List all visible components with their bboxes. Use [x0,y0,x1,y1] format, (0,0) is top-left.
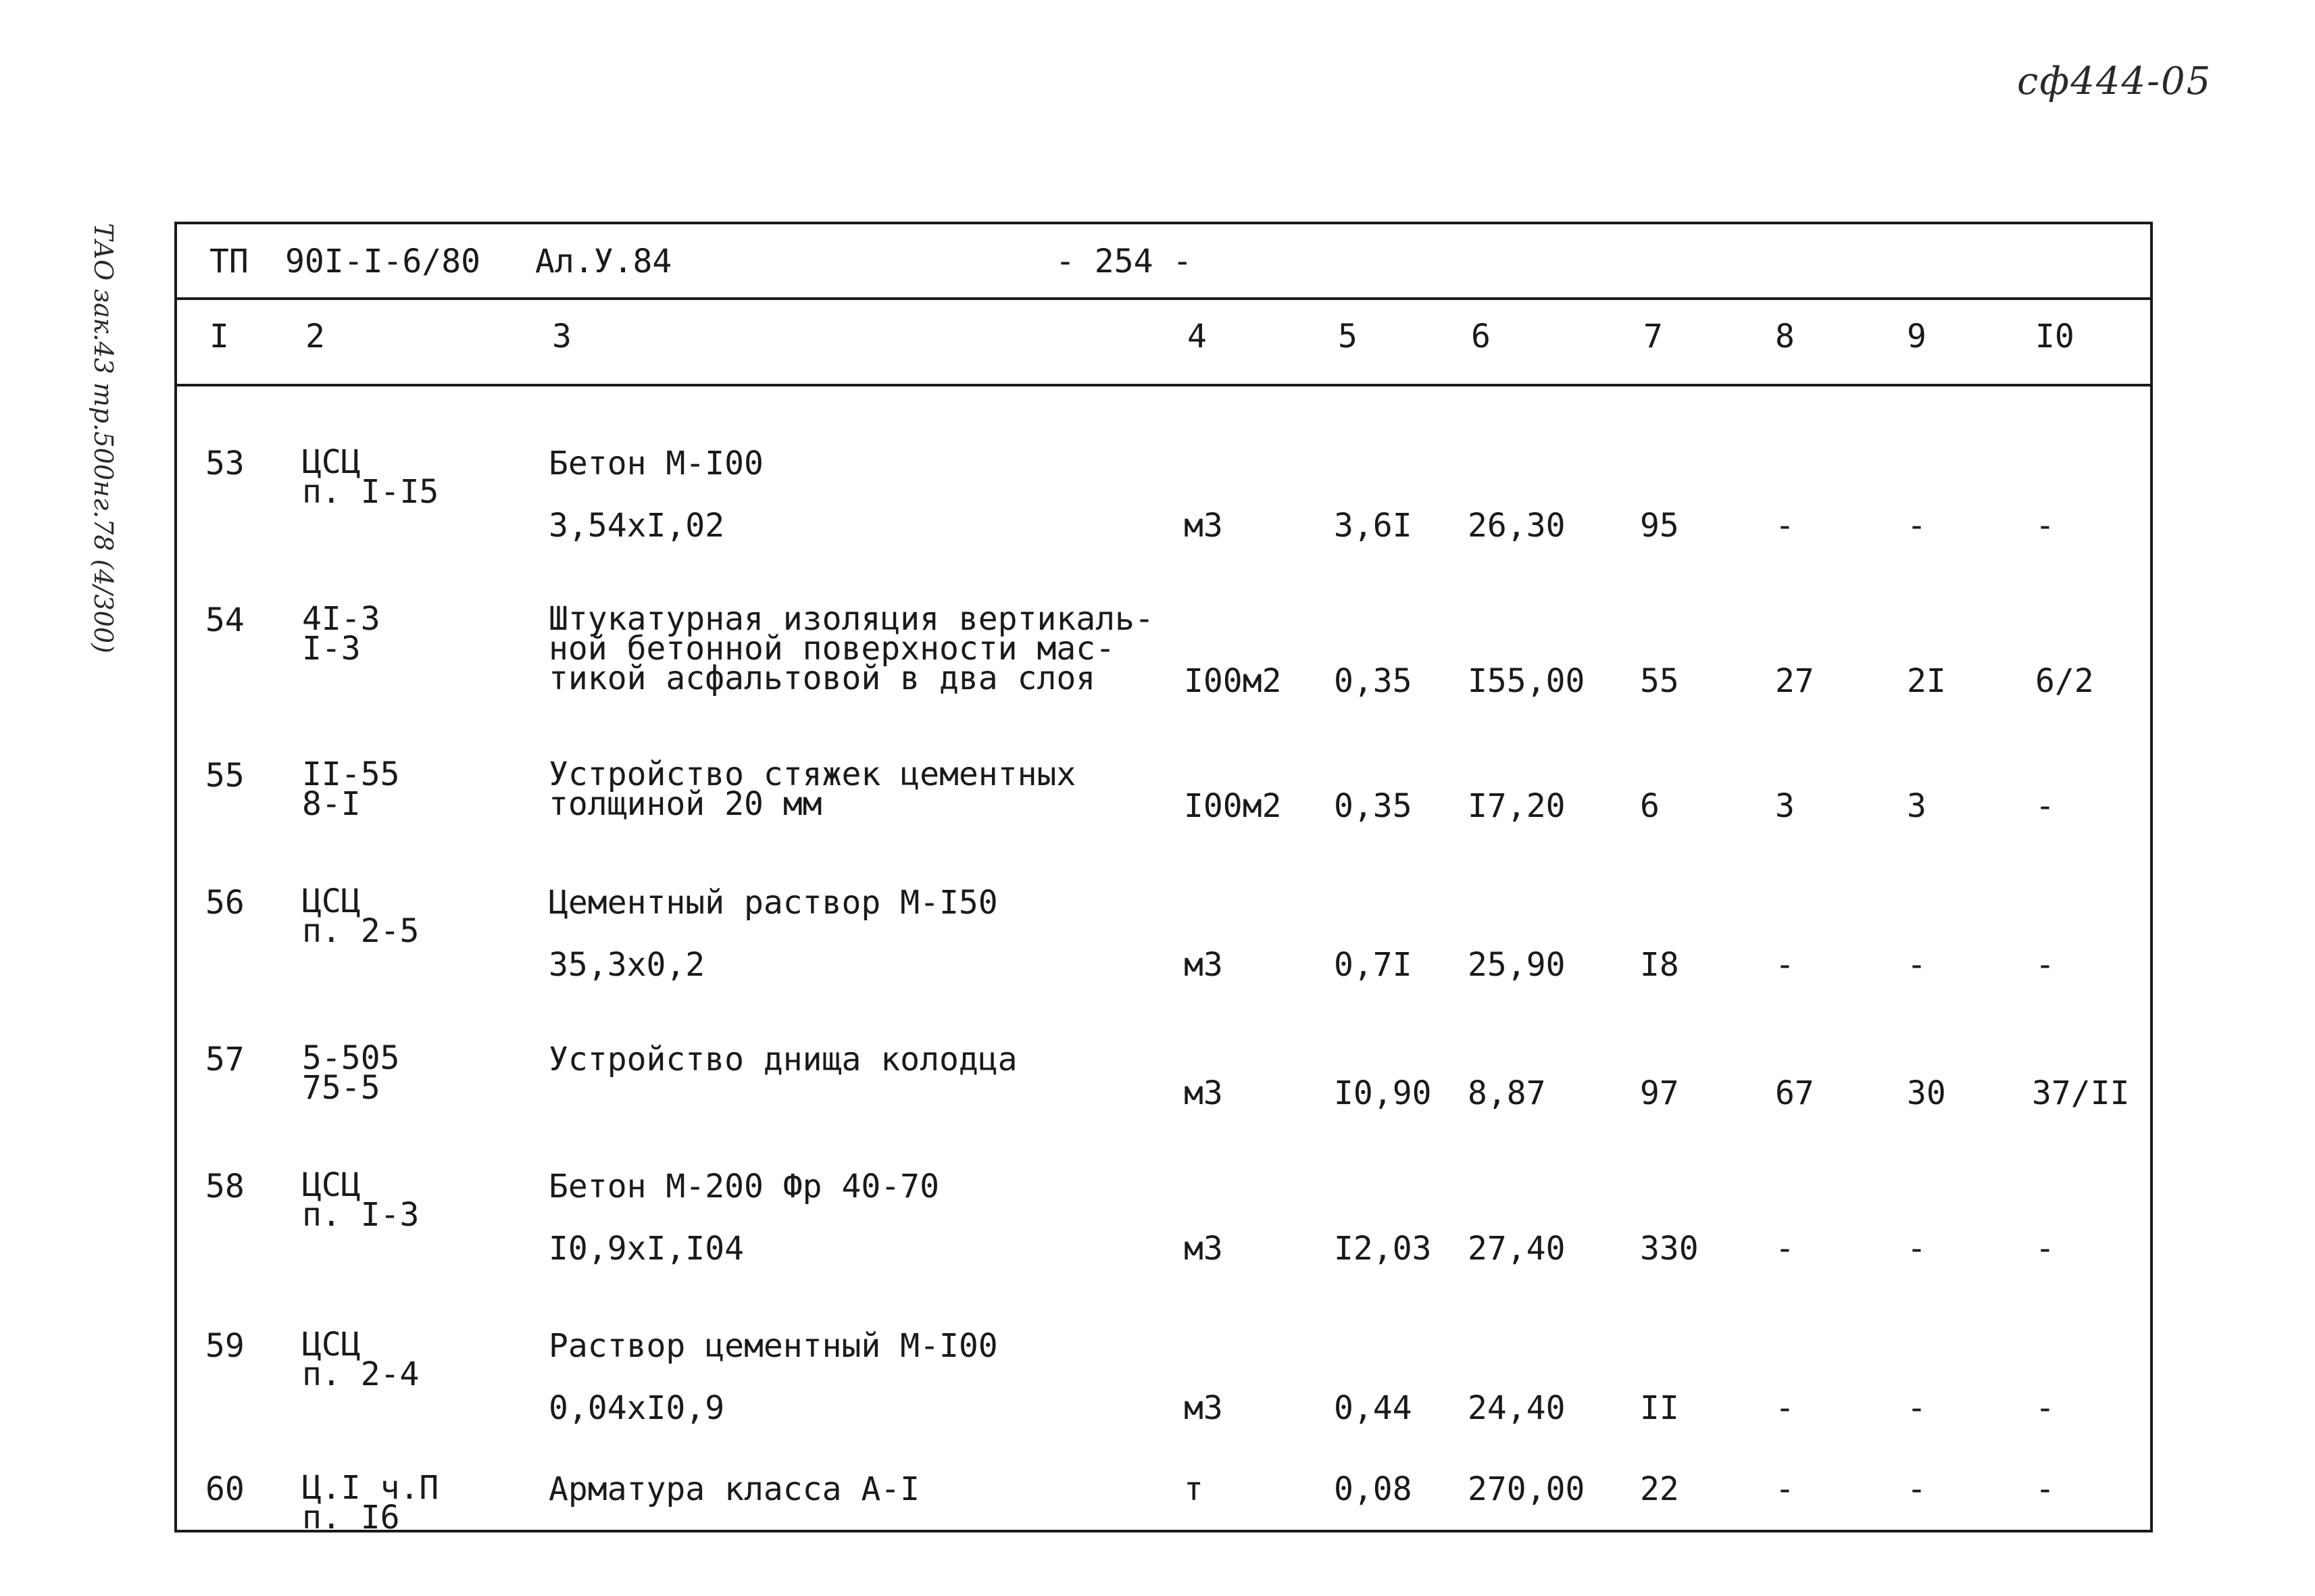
total-cost: II [1640,1389,1679,1427]
col-9-value: - [1907,507,1926,545]
header-project: 90I-I-6/80 [285,243,480,280]
rate-code: ЦСЦ п. I-3 [302,1166,420,1234]
col-8-value: 67 [1775,1074,1814,1112]
rate-code: Ц.I ч.П п. I6 [302,1469,439,1537]
rate-code: ЦСЦ п. 2-4 [302,1326,420,1393]
unit: I00м2 [1184,662,1282,700]
col-10-value: 6/2 [2035,662,2094,700]
rate-code: II-55 8-I [302,755,400,823]
unit-price: 8,87 [1468,1074,1546,1112]
row-number: 54 [205,601,245,639]
work-description: Устройство днища колодца [549,1041,1018,1078]
row-number: 58 [205,1168,245,1205]
quantity: 0,44 [1334,1389,1412,1427]
col-10-value: - [2035,1470,2055,1508]
total-cost: I8 [1640,946,1679,984]
rate-code: ЦСЦ п. 2-5 [302,882,420,950]
col-8-value: - [1775,507,1795,545]
unit: м3 [1184,1389,1223,1427]
col-header-1: I [209,318,229,355]
col-9-value: - [1907,1470,1926,1508]
header-divider [177,297,2150,300]
col-8-value: - [1775,946,1795,984]
col-header-2: 2 [305,318,325,355]
total-cost: 330 [1640,1230,1699,1268]
quantity-formula: 0,04хI0,9 [549,1389,725,1427]
work-description: Раствор цементный М-I00 [549,1327,998,1365]
col-header-7: 7 [1643,318,1663,355]
unit-price: 24,40 [1468,1389,1566,1427]
estimate-table [174,222,2153,1537]
unit-price: 270,00 [1468,1470,1585,1508]
row-number: 55 [205,757,245,795]
work-description: Бетон М-I00 [549,445,764,482]
unit: т [1184,1470,1203,1508]
unit-price: 27,40 [1468,1230,1566,1268]
row-number: 59 [205,1327,245,1365]
col-9-value: - [1907,1230,1926,1268]
col-header-10: I0 [2035,318,2074,355]
unit: м3 [1184,1074,1223,1112]
quantity: I2,03 [1334,1230,1432,1268]
col-10-value: 37/II [2032,1074,2130,1112]
col-8-value: - [1775,1470,1795,1508]
col-9-value: 3 [1907,787,1926,825]
corner-code: сф444-05 [2017,59,2212,103]
col-header-8: 8 [1775,318,1795,355]
unit: м3 [1184,1230,1223,1268]
work-description: Устройство стяжек цементных толщиной 20 мм [549,755,1076,823]
col-header-6: 6 [1471,318,1491,355]
col-9-value: 2I [1907,662,1946,700]
row-number: 56 [205,884,245,922]
total-cost: 95 [1640,507,1679,545]
col-header-4: 4 [1187,318,1207,355]
quantity: 3,6I [1334,507,1412,545]
quantity: 0,35 [1334,787,1412,825]
margin-note: ТАО зак.43 тр.500нг.78 (4/300) [89,223,118,653]
col-9-value: 30 [1907,1074,1946,1112]
col-10-value: - [2035,1389,2055,1427]
total-cost: 97 [1640,1074,1679,1112]
header-page-number: - 254 - [1055,243,1193,280]
work-description: Бетон М-200 Фр 40-70 [549,1168,939,1205]
work-description: Цементный раствор М-I50 [549,884,998,922]
work-description: Штукатурная изоляция вертикаль- ной бетонной поверхности мас- тикой асфальтовой в два слоя [549,600,1154,697]
col-10-value: - [2035,507,2055,545]
col-9-value: - [1907,1389,1926,1427]
col-8-value: 27 [1775,662,1814,700]
quantity: 0,35 [1334,662,1412,700]
unit: м3 [1184,946,1223,984]
unit: I00м2 [1184,787,1282,825]
quantity-formula: 3,54хI,02 [549,507,725,545]
unit-price: 26,30 [1468,507,1566,545]
col-9-value: - [1907,946,1926,984]
col-10-value: - [2035,946,2055,984]
unit-price: 25,90 [1468,946,1566,984]
quantity: 0,08 [1334,1470,1412,1508]
col-10-value: - [2035,787,2055,825]
row-number: 53 [205,445,245,482]
col-header-5: 5 [1338,318,1358,355]
quantity-formula: 35,3х0,2 [549,946,705,984]
unit: м3 [1184,507,1223,545]
col-8-value: - [1775,1230,1795,1268]
rate-code: 4I-3 I-3 [302,600,380,668]
col-10-value: - [2035,1230,2055,1268]
work-description: Арматура класса А-I [549,1470,920,1508]
rate-code: ЦСЦ п. I-I5 [302,443,439,511]
quantity: 0,7I [1334,946,1412,984]
row-number: 57 [205,1041,245,1078]
quantity-formula: I0,9хI,I04 [549,1230,744,1268]
row-number: 60 [205,1470,245,1508]
col-8-value: 3 [1775,787,1795,825]
unit-price: I55,00 [1468,662,1585,700]
col-header-3: 3 [552,318,572,355]
total-cost: 55 [1640,662,1679,700]
quantity: I0,90 [1334,1074,1432,1112]
column-header-divider [177,384,2150,386]
header-tp: ТП [209,243,249,280]
total-cost: 22 [1640,1470,1679,1508]
col-header-9: 9 [1907,318,1926,355]
total-cost: 6 [1640,787,1660,825]
header-album: Ал.У.84 [535,243,672,280]
col-8-value: - [1775,1389,1795,1427]
rate-code: 5-505 75-5 [302,1039,400,1107]
unit-price: I7,20 [1468,787,1566,825]
